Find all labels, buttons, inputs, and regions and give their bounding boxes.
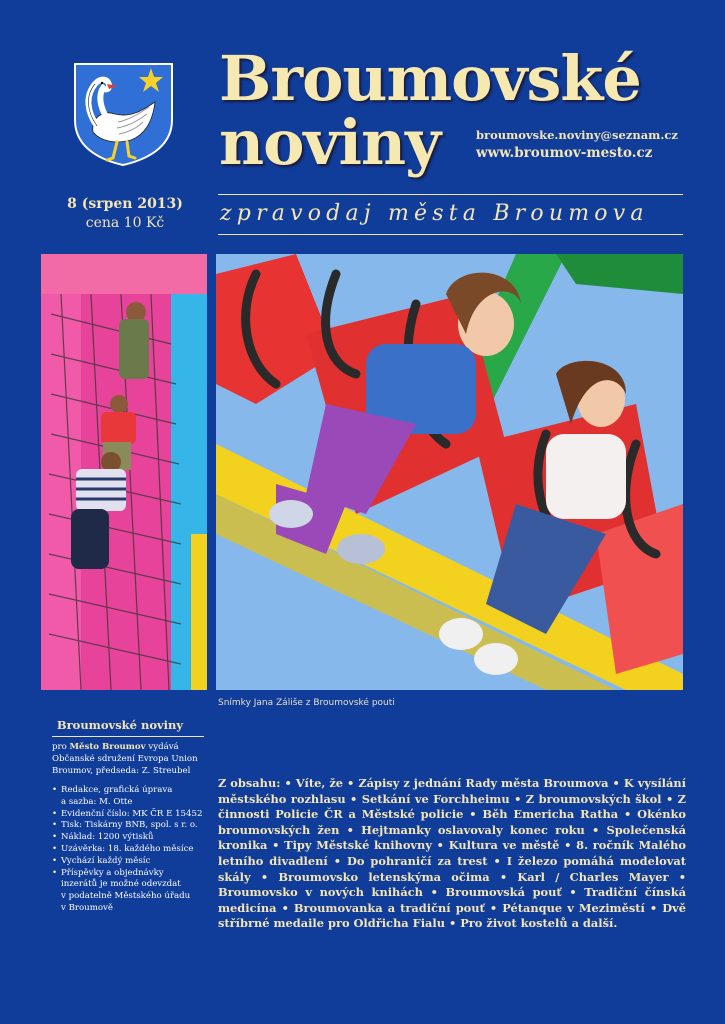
issue-number: 8 (srpen 2013) xyxy=(67,196,183,212)
imprint-item: • Tisk: Tiskárny BNB, spol. s r. o. xyxy=(52,820,212,832)
imprint-item: • Náklad: 1200 výtisků xyxy=(52,832,212,844)
imprint-item: • Uzávěrka: 18. každého měsíce xyxy=(52,844,212,856)
imprint-item: a sazba: M. Otte xyxy=(61,796,133,807)
masthead-subtitle: zpravodaj města Broumova xyxy=(220,201,649,226)
subtitle-rule-top xyxy=(218,194,683,195)
imprint-item: • Redakce, grafická úprava xyxy=(52,785,212,797)
imprint-publisher: Město Broumov xyxy=(69,742,146,752)
imprint-intro xyxy=(52,742,207,777)
contents-label: Z obsahu: xyxy=(218,776,281,790)
imprint-intro-pre: pro xyxy=(52,742,70,752)
issue-price: cena 10 Kč xyxy=(85,215,165,231)
website-link[interactable]: www.broumov-mesto.cz xyxy=(476,145,653,161)
imprint-item: • Evidenční číslo: MK ČR E 15452 xyxy=(52,809,212,821)
coat-of-arms-icon xyxy=(73,62,174,166)
contents-section xyxy=(218,776,686,932)
imprint-item: inzerátů je možné odevzdat xyxy=(61,879,181,890)
subtitle-rule-bottom xyxy=(218,234,683,235)
imprint-item: v podatelně Městského úřadu xyxy=(61,891,191,902)
imprint-list xyxy=(52,785,212,915)
imprint-item: • Příspěvky a objednávky xyxy=(52,868,212,880)
contact-email[interactable]: broumovske.noviny@seznam.cz xyxy=(476,128,678,142)
imprint-rule xyxy=(52,736,204,737)
imprint-item: • Vychází každý měsíc xyxy=(52,856,212,868)
imprint-intro-post: vydává Občanské sdružení Evropa Union Broumov, předseda: Z. Streubel xyxy=(52,742,198,776)
masthead-title-line1: Broumovské xyxy=(219,42,641,115)
masthead-title-line2: noviny xyxy=(219,106,441,179)
photo-inflatable-slide xyxy=(41,254,207,690)
contents-text: • Víte, že • Zápisy z jednání Rady města Broumova • K vysílání městského rozhlasu • Setkání ve Forchheimu • Z broumovských škol • Z činnosti Policie ČR a Městské policie • Běh Emericha Ratha • Okénko broumovských žen • Hejtmanky oslavovaly konec roku • Společenská kronika • Tipy Městské knihovny • Kultura ve městě • 8. ročník Malého letního divadlení • Do pohraničí za trest • I železo pomáhá modelovat skály • Broumovsko letenskýma očima • Karl / Charles Mayer • Broumovsko v nových knihách • Broumovská pouť • Tradiční čínská medicína • Broumovanka a tradiční pouť • Pétanque v Meziměstí • Dvě stříbrné medaile pro Oldřicha Fialu • Pro život kostelů a další. xyxy=(218,776,687,931)
photo-carnival-ride xyxy=(216,254,683,690)
imprint-title: Broumovské noviny xyxy=(56,718,184,732)
photo-caption: Snímky Jana Záliše z Broumovské pouti xyxy=(218,698,395,708)
imprint-item: v Broumově xyxy=(61,902,113,913)
